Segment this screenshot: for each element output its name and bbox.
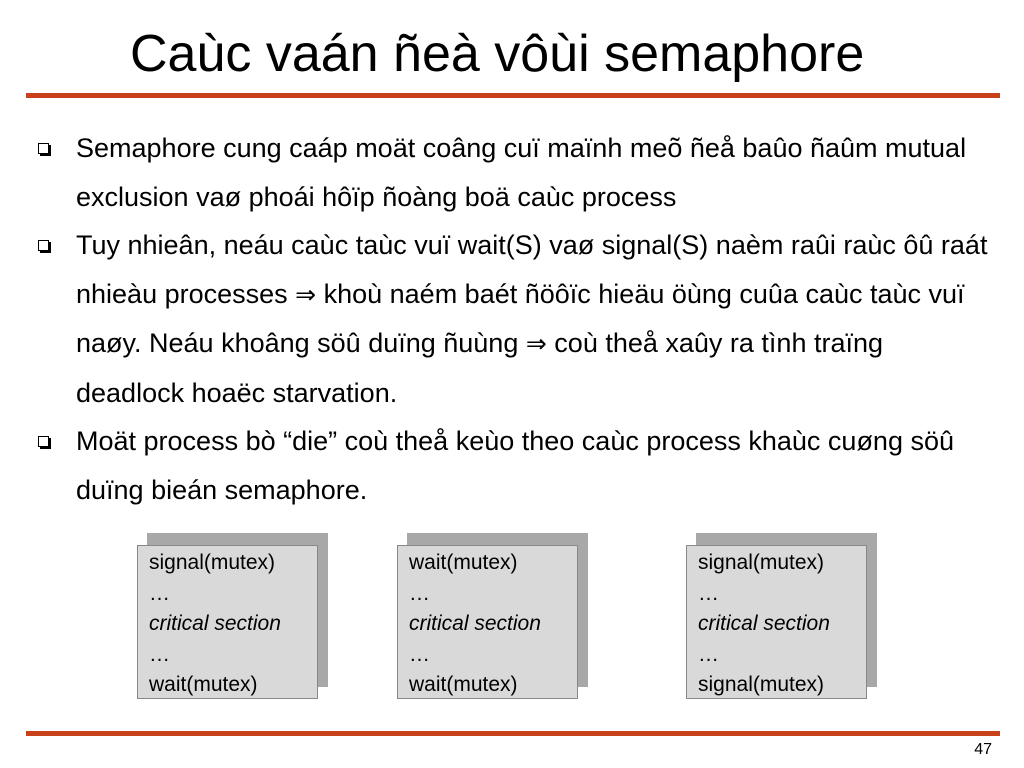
code-line-critical-section: critical section [698, 612, 830, 635]
square-bullet-icon [38, 436, 49, 447]
implies-arrow-icon: ⇒ [525, 329, 547, 358]
bullet-item [38, 221, 988, 417]
code-line: wait(mutex) [409, 551, 518, 574]
bullet-item [38, 417, 988, 514]
bullet-text: Moät process bò “die” coù theå keùo theo caùc process khaùc cuøng söû duïng bieán semaphore. [76, 426, 955, 505]
bullet-text-part: coù theå xaûy ra tình traïng deadlock hoaëc starvation. [76, 328, 884, 408]
code-line: … [698, 581, 719, 605]
bullet-text: Semaphore cung caáp moät coâng cuï maïnh meõ ñeå baûo ñaûm mutual exclusion vaø phoái hôïp ñoàng boä caùc process [76, 133, 967, 212]
code-box-process-3 [686, 545, 867, 699]
code-line-critical-section: critical section [409, 612, 541, 635]
code-line: … [409, 642, 430, 666]
bullet-item [38, 124, 988, 221]
bullet-list [38, 124, 988, 514]
title-divider [26, 93, 1000, 98]
code-line: signal(mutex) [698, 673, 825, 696]
code-line: wait(mutex) [409, 673, 518, 696]
implies-arrow-icon: ⇒ [295, 279, 317, 309]
code-line: … [149, 642, 170, 666]
code-line: wait(mutex) [149, 673, 258, 696]
footer-divider [26, 731, 1000, 736]
code-box-process-1 [137, 545, 318, 699]
page-number: 47 [974, 741, 992, 758]
code-line: signal(mutex) [698, 551, 825, 574]
code-line-critical-section: critical section [149, 612, 281, 635]
bullet-text-part: khoù naém baét ñöôïc hieäu öùng cuûa caùc taùc vuï naøy. Neáu khoâng söû duïng ñuùng [76, 278, 965, 358]
square-bullet-icon [38, 240, 49, 251]
code-box-process-2 [397, 545, 578, 699]
code-line: … [698, 642, 719, 666]
bullet-text-part: Tuy nhieân, neáu caùc taùc vuï wait(S) vaø signal(S) naèm raûi raùc ôû raát nhieàu processes [76, 230, 988, 309]
code-line: signal(mutex) [149, 551, 276, 574]
square-bullet-icon [38, 143, 49, 154]
code-line: … [149, 581, 170, 605]
code-line: … [409, 581, 430, 605]
slide-title: Caùc vaán ñeà vôùi semaphore [130, 25, 865, 83]
